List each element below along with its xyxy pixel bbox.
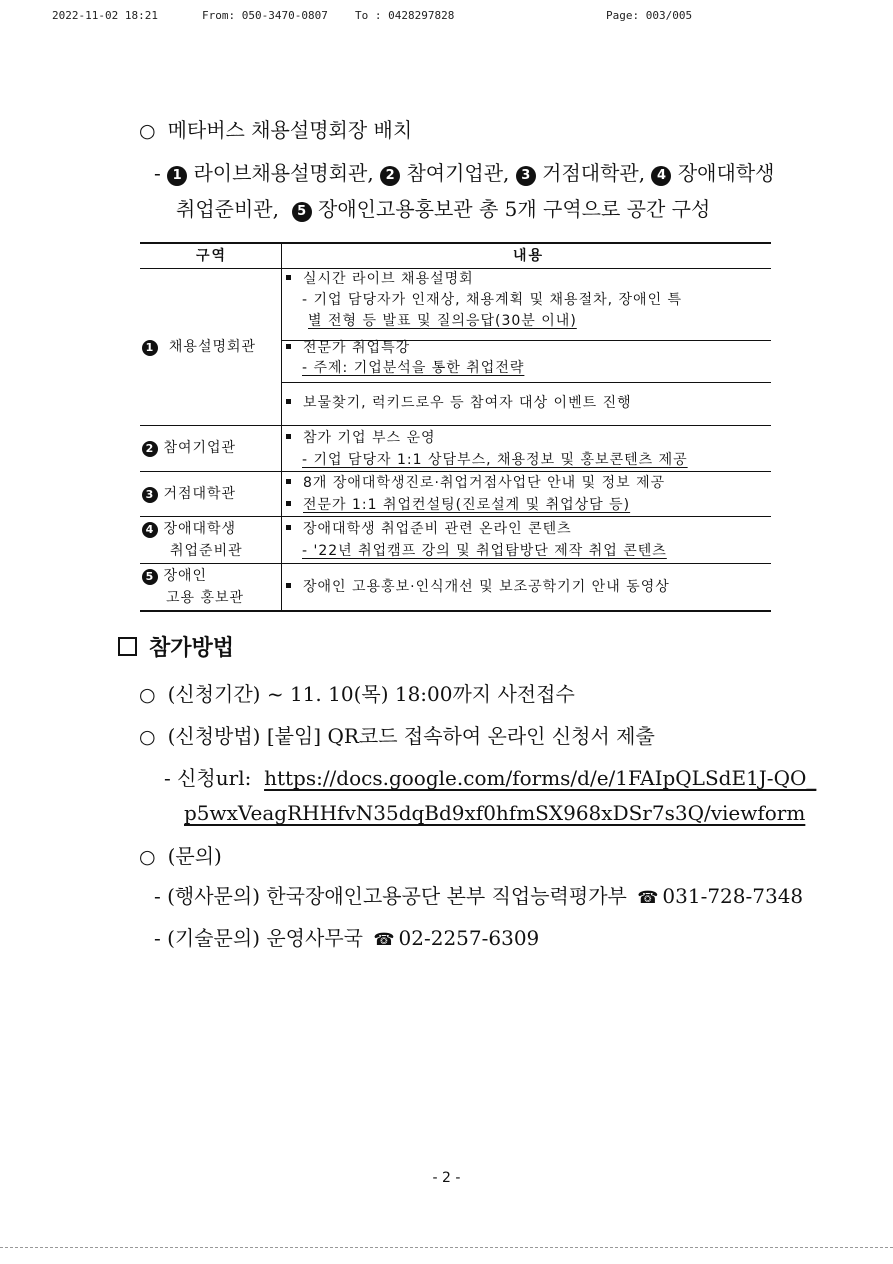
url-line1 <box>164 765 816 791</box>
layout-title: 메타버스 채용설명회장 배치 <box>167 118 413 142</box>
content-item: 전문가 1:1 취업컨설팅(진로설계 및 취업상담 등) <box>282 496 630 514</box>
fax-from: From: 050-3470-0807 <box>202 9 328 22</box>
number-4-icon: 4 <box>651 166 671 186</box>
content-item: 참가 기업 부스 운영 <box>282 429 436 447</box>
inquiry-tech-text: - (기술문의) 운영사무국 <box>154 926 363 950</box>
inquiry-title: (문의) <box>167 844 222 868</box>
telephone-icon: ☎ <box>637 888 659 908</box>
content-item: - '22년 취업캠프 강의 및 취업탐방단 제작 취업 콘텐츠 <box>302 543 667 559</box>
number-4-icon: 4 <box>142 522 158 538</box>
circle-bullet-icon: ○ <box>139 846 156 868</box>
layout-desc-line2 <box>176 196 710 222</box>
content-item: 장애대학생 취업준비 관련 온라인 콘텐츠 <box>282 520 572 538</box>
content-item: 별 전형 등 발표 및 질의응답(30분 이내) <box>308 313 577 329</box>
content-item: 전문가 취업특강 <box>282 339 410 357</box>
circle-bullet-icon: ○ <box>139 684 156 706</box>
section-heading <box>118 636 234 662</box>
fax-page: Page: 003/005 <box>606 9 693 22</box>
header-content: 내용 <box>513 248 545 264</box>
number-2-icon: 2 <box>142 441 158 457</box>
inquiry-admin-phone: 031-728-7348 <box>662 884 804 908</box>
zone-cell: 5 장애인 <box>142 567 207 585</box>
square-bullet-icon <box>286 525 291 530</box>
content-item: - 기업 담당자 1:1 상담부스, 채용정보 및 홍보콘텐츠 제공 <box>302 452 688 468</box>
period-text: (신청기간) ~ 11. 10(목) 18:00까지 사전접수 <box>167 682 575 706</box>
zone-table <box>140 242 771 612</box>
content-item: 보물찾기, 럭키드로우 등 참여자 대상 이벤트 진행 <box>282 394 632 412</box>
zone-cell-line2: 취업준비관 <box>170 543 243 559</box>
header-zone: 구역 <box>196 248 228 264</box>
url-label: - 신청url: <box>164 766 252 790</box>
content-item: - 주제: 기업분석을 통한 취업전략 <box>302 360 525 376</box>
inquiry-tech-line <box>154 925 539 953</box>
table-header-rule <box>140 268 771 269</box>
square-bullet-icon <box>286 344 291 349</box>
content-item: 장애인 고용홍보·인식개선 및 보조공학기기 안내 동영상 <box>282 578 670 596</box>
inquiry-title-line <box>139 843 222 870</box>
method-text: (신청방법) [붙임] QR코드 접속하여 온라인 신청서 제출 <box>167 724 655 748</box>
desc-part4: 장애대학생 <box>677 161 775 185</box>
square-bullet-icon <box>286 479 291 484</box>
desc-line2-a: 취업준비관, <box>176 197 279 221</box>
desc-part2: 참여기업관, <box>406 161 510 185</box>
zone-cell: 4 장애대학생 <box>142 520 236 538</box>
square-bullet-icon <box>286 583 291 588</box>
page-number: - 2 - <box>432 1170 461 1186</box>
number-5-icon: 5 <box>142 569 158 585</box>
number-1-icon: 1 <box>142 340 158 356</box>
content-item: - 기업 담당자가 인재상, 채용계획 및 채용절차, 장애인 특 <box>302 292 683 308</box>
inquiry-admin-line <box>154 883 803 911</box>
zone-cell: 2 참여기업관 <box>142 439 236 457</box>
number-5-icon: 5 <box>292 202 312 222</box>
url-line2 <box>184 800 805 826</box>
inquiry-tech-phone: 02-2257-6309 <box>398 926 540 950</box>
number-2-icon: 2 <box>380 166 400 186</box>
desc-line2-b: 장애인고용홍보관 총 5개 구역으로 공간 구성 <box>318 197 711 221</box>
participation-title: 참가방법 <box>149 636 235 661</box>
square-bullet-icon <box>286 399 291 404</box>
table-top-rule <box>140 242 771 244</box>
content-item: 8개 장애대학생진로·취업거점사업단 안내 및 정보 제공 <box>282 474 665 492</box>
zone-cell: 3 거점대학관 <box>142 485 236 503</box>
table-bottom-rule <box>140 610 771 612</box>
circle-bullet-icon: ○ <box>139 120 156 142</box>
zone-cell-line2: 고용 홍보관 <box>166 590 245 606</box>
table-column-divider <box>281 242 282 612</box>
square-bullet-icon <box>286 501 291 506</box>
fax-datetime: 2022-11-02 18:21 <box>52 9 158 22</box>
desc-part1: 라이브채용설명회관, <box>193 161 374 185</box>
content-item: 실시간 라이브 채용설명회 <box>282 270 474 288</box>
desc-part3: 거점대학관, <box>542 161 646 185</box>
square-bullet-icon <box>286 434 291 439</box>
layout-desc-line1: - 1 라이브채용설명회관, 2 참여기업관, 3 거점대학관, 4 장애대학생 <box>154 161 775 185</box>
layout-title-line <box>139 117 412 144</box>
zone-cell: 1 채용설명회관 <box>142 338 256 356</box>
period-line <box>139 681 575 708</box>
inquiry-admin-text: - (행사문의) 한국장애인고용공단 본부 직업능력평가부 <box>154 884 627 908</box>
square-bullet-icon <box>286 275 291 280</box>
fax-header <box>0 9 893 25</box>
number-3-icon: 3 <box>516 166 536 186</box>
fax-to: To : 0428297828 <box>355 9 455 22</box>
fax-bottom-edge <box>0 1247 893 1248</box>
signup-url-link-cont[interactable]: p5wxVeagRHHfvN35dqBd9xf0hfmSX968xDSr7s3Q/viewform <box>184 801 806 825</box>
number-3-icon: 3 <box>142 487 158 503</box>
number-1-icon: 1 <box>167 166 187 186</box>
method-line <box>139 723 655 750</box>
telephone-icon: ☎ <box>373 930 395 950</box>
checkbox-square-icon <box>118 637 137 656</box>
signup-url-link[interactable]: https://docs.google.com/forms/d/e/1FAIpQLSdE1J-QO_ <box>264 766 817 790</box>
circle-bullet-icon: ○ <box>139 726 156 748</box>
